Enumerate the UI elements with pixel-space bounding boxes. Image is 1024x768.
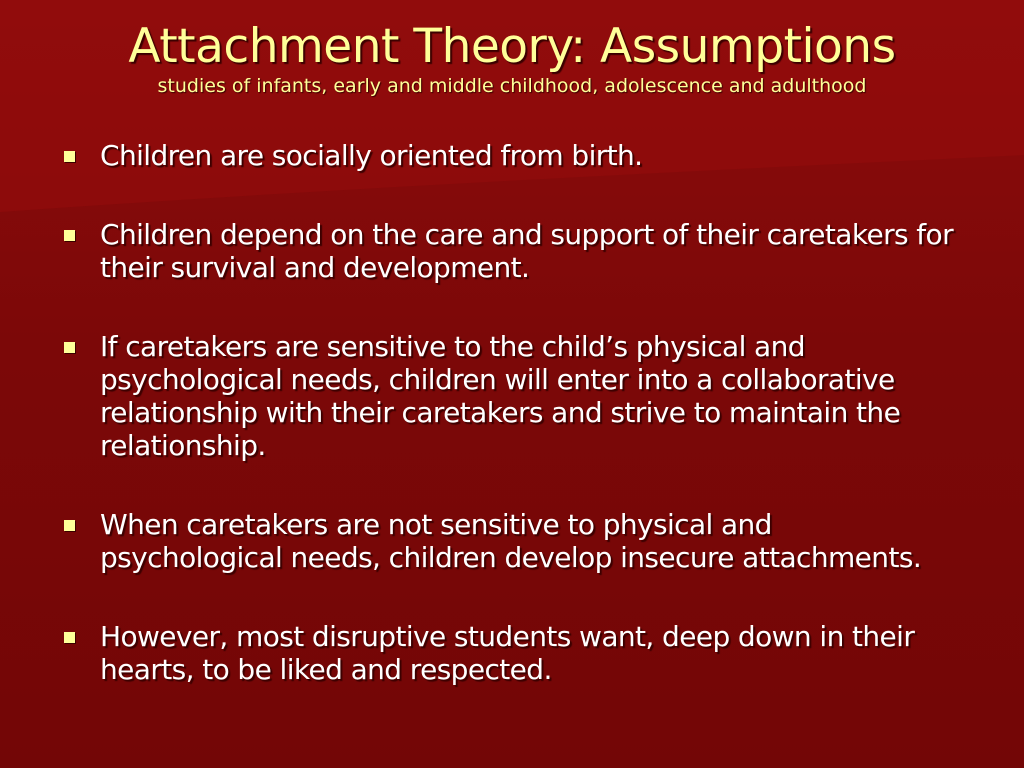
bullet-text: Children are socially oriented from birth. xyxy=(100,139,643,172)
square-bullet-icon xyxy=(64,342,75,353)
slide-subtitle: studies of infants, early and middle childhood, adolescence and adulthood xyxy=(157,75,867,97)
bullet-list xyxy=(62,139,962,686)
square-bullet-icon xyxy=(64,230,75,241)
bullet-item xyxy=(62,218,962,284)
bullet-text: If caretakers are sensitive to the child’s physical and psychological needs, children will enter into a collaborative relationship with their caretakers and strive to maintain the relationship. xyxy=(100,330,901,462)
bullet-item xyxy=(62,620,962,686)
bullet-text: However, most disruptive students want, deep down in their hearts, to be liked and respected. xyxy=(100,620,915,686)
title-block xyxy=(0,18,1024,98)
bullet-item xyxy=(62,139,962,172)
bullet-item xyxy=(62,508,962,574)
slide-title: Attachment Theory: Assumptions xyxy=(128,19,896,74)
square-bullet-icon xyxy=(64,151,75,162)
square-bullet-icon xyxy=(64,632,75,643)
bullet-text: Children depend on the care and support of their caretakers for their survival and development. xyxy=(100,218,953,284)
square-bullet-icon xyxy=(64,520,75,531)
bullet-text: When caretakers are not sensitive to physical and psychological needs, children develop insecure attachments. xyxy=(100,508,922,574)
bullet-item xyxy=(62,330,962,462)
